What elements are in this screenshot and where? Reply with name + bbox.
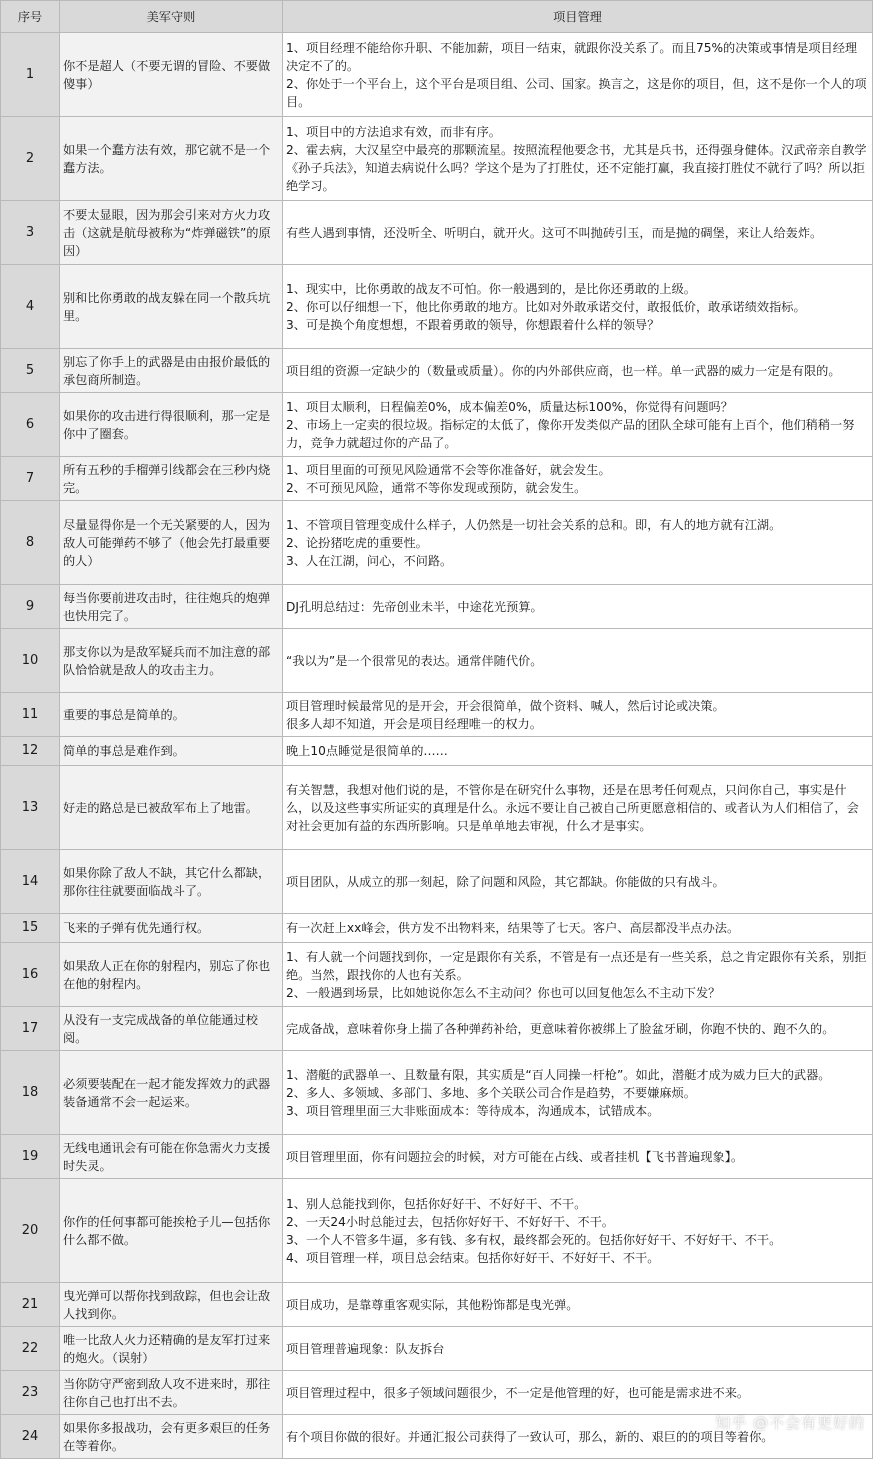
rule-cell: 简单的事总是难作到。: [60, 737, 283, 766]
rule-cell: 不要太显眼，因为那会引来对方火力攻击（这就是航母被称为“炸弹磁铁”的原因）: [60, 201, 283, 265]
pm-cell: [283, 737, 873, 766]
pm-line: 有些人遇到事情，还没听全、听明白，就开火。这可不叫抛砖引玉，而是抛的碉堡，来让人给轰炸。: [286, 225, 823, 240]
pm-line: 项目管理时候最常见的是开会，开会很简单，做个资料、喊人，然后讨论或决策。: [286, 698, 725, 713]
pm-line: 2、不可预见风险，通常不等你发现或预防，就会发生。: [286, 480, 587, 495]
rule-cell: 如果你多报战功，会有更多艰巨的任务在等着你。: [60, 1415, 283, 1459]
table-row: [1, 117, 873, 201]
pm-line: 项目团队，从成立的那一刻起，除了问题和风险，其它都缺。你能做的只有战斗。: [286, 874, 725, 889]
row-number: 16: [1, 943, 60, 1007]
rule-cell: 所有五秒的手榴弹引线都会在三秒内烧完。: [60, 457, 283, 501]
pm-cell: [283, 349, 873, 393]
pm-cell: [283, 117, 873, 201]
rule-cell: 如果你除了敌人不缺，其它什么都缺，那你往往就要面临战斗了。: [60, 850, 283, 914]
table-row: [1, 1007, 873, 1051]
pm-cell: [283, 201, 873, 265]
pm-line: 3、人在江湖，问心，不问路。: [286, 553, 453, 568]
pm-line: 2、多人、多领域、多部门、多地、多个关联公司合作是趋势，不要嫌麻烦。: [286, 1085, 696, 1100]
watermark: 知乎 @不会有更好的: [715, 1414, 865, 1432]
table-row: [1, 33, 873, 117]
pm-line: 项目管理普遍现象：队友拆台: [286, 1341, 445, 1356]
row-number: 10: [1, 629, 60, 693]
table-row: [1, 766, 873, 850]
pm-cell: [283, 943, 873, 1007]
pm-line: 1、项目太顺利，日程偏差0%，成本偏差0%，质量达标100%，你觉得有问题吗？: [286, 399, 733, 414]
pm-cell: [283, 914, 873, 943]
table-row: [1, 393, 873, 457]
rule-cell: 从没有一支完成战备的单位能通过校阅。: [60, 1007, 283, 1051]
pm-cell: [283, 1371, 873, 1415]
pm-cell: [283, 585, 873, 629]
row-number: 17: [1, 1007, 60, 1051]
rule-cell: 当你防守严密到敌人攻不进来时，那往往你自己也打出不去。: [60, 1371, 283, 1415]
rule-cell: 别忘了你手上的武器是由由报价最低的承包商所制造。: [60, 349, 283, 393]
pm-line: 有一次赶上xx峰会，供方发不出物料来，结果等了七天。客户、高层都没半点办法。: [286, 921, 740, 935]
row-number: 13: [1, 766, 60, 850]
header-row: [1, 1, 873, 33]
rule-cell: 你不是超人（不要无谓的冒险、不要做傻事）: [60, 33, 283, 117]
pm-line: 1、潜艇的武器单一、且数量有限，其实质是“百人同操一杆枪”。如此，潜艇才成为威力巨大的武器。: [286, 1067, 831, 1082]
row-number: 11: [1, 693, 60, 737]
table-body: [1, 33, 873, 1459]
row-number: 1: [1, 33, 60, 117]
pm-line: 1、有人就一个问题找到你，一定是跟你有关系，不管是有一点还是有一些关系，总之肯定跟你有关系，别拒绝。当然，跟找你的人也有关系。: [286, 949, 867, 982]
pm-line: DJ孔明总结过：先帝创业未半，中途花光预算。: [286, 599, 543, 614]
table-row: [1, 737, 873, 766]
header-pm: 项目管理: [283, 1, 873, 33]
table-row: [1, 201, 873, 265]
table-row: [1, 693, 873, 737]
row-number: 5: [1, 349, 60, 393]
rule-cell: 那支你以为是敌军疑兵而不加注意的部队恰恰就是敌人的攻击主力。: [60, 629, 283, 693]
row-number: 23: [1, 1371, 60, 1415]
row-number: 14: [1, 850, 60, 914]
rule-cell: 如果敌人正在你的射程内，别忘了你也在他的射程内。: [60, 943, 283, 1007]
table-row: [1, 914, 873, 943]
row-number: 8: [1, 501, 60, 585]
pm-cell: [283, 457, 873, 501]
pm-line: 2、一天24小时总能过去，包括你好好干、不好好干、不干。: [286, 1214, 614, 1229]
row-number: 9: [1, 585, 60, 629]
rule-cell: 飞来的子弹有优先通行权。: [60, 914, 283, 943]
pm-line: 3、可是换个角度想想，不跟着勇敢的领导，你想跟着什么样的领导？: [286, 317, 660, 332]
table-row: [1, 457, 873, 501]
pm-cell: [283, 33, 873, 117]
pm-cell: [283, 501, 873, 585]
row-number: 19: [1, 1135, 60, 1179]
pm-line: 有关智慧，我想对他们说的是，不管你是在研究什么事物，还是在思考任何观点，只问你自己，事实是什么，以及这些事实所证实的真理是什么。永远不要让自己被自己所更愿意相信的、或者认为人们相信了，会对社会更加有益的东西所影响。只是单单地去审视，什么才是事实。: [286, 782, 859, 833]
pm-cell: [283, 1283, 873, 1327]
pm-line: 1、项目中的方法追求有效，而非有序。: [286, 124, 501, 139]
table-row: [1, 1283, 873, 1327]
table-row: [1, 850, 873, 914]
pm-line: 3、一个人不管多牛逼，多有钱、多有权，最终都会死的。包括你好好干、不好好干、不干。: [286, 1232, 782, 1247]
pm-cell: [283, 1051, 873, 1135]
rule-cell: 如果你的攻击进行得很顺利，那一定是你中了圈套。: [60, 393, 283, 457]
pm-cell: [283, 693, 873, 737]
pm-cell: [283, 393, 873, 457]
pm-line: 2、霍去病，大汉星空中最亮的那颗流星。按照流程他要念书，尤其是兵书，还得强身健体。汉武帝亲自教学《孙子兵法》，知道去病说什么吗？学这个是为了打胜仗，还不定能打赢，我直接打胜仗不就行了吗？所以拒绝学习。: [286, 142, 867, 193]
pm-line: 2、一般遇到场景，比如她说你怎么不主动问？你也可以回复他怎么不主动下发？: [286, 985, 721, 1000]
rule-cell: 别和比你勇敢的战友躲在同一个散兵坑里。: [60, 265, 283, 349]
pm-line: 2、你处于一个平台上，这个平台是项目组、公司、国家。换言之，这是你的项目，但，这不是你一个人的项目。: [286, 76, 867, 109]
table-row: [1, 943, 873, 1007]
pm-line: 有个项目你做的很好。并通汇报公司获得了一致认可，那么，新的、艰巨的的项目等着你。: [286, 1429, 774, 1444]
rule-cell: 每当你要前进攻击时，往往炮兵的炮弹也快用完了。: [60, 585, 283, 629]
pm-cell: [283, 1179, 873, 1283]
header-rule: 美军守则: [60, 1, 283, 33]
table-row: [1, 1051, 873, 1135]
row-number: 24: [1, 1415, 60, 1459]
pm-line: 3、项目管理里面三大非账面成本：等待成本，沟通成本，试错成本。: [286, 1103, 660, 1118]
row-number: 18: [1, 1051, 60, 1135]
row-number: 6: [1, 393, 60, 457]
rule-cell: 无线电通讯会有可能在你急需火力支援时失灵。: [60, 1135, 283, 1179]
pm-cell: [283, 629, 873, 693]
pm-line: 项目管理过程中，很多子领域问题很少，不一定是他管理的好，也可能是需求进不来。: [286, 1385, 750, 1400]
pm-line: 4、项目管理一样，项目总会结束。包括你好好干、不好好干、不干。: [286, 1250, 660, 1265]
row-number: 4: [1, 265, 60, 349]
pm-cell: [283, 850, 873, 914]
row-number: 21: [1, 1283, 60, 1327]
table-row: [1, 1135, 873, 1179]
rule-cell: 重要的事总是简单的。: [60, 693, 283, 737]
rule-cell: 如果一个蠢方法有效，那它就不是一个蠢方法。: [60, 117, 283, 201]
header-num: 序号: [1, 1, 60, 33]
pm-line: 1、项目经理不能给你升职、不能加薪，项目一结束，就跟你没关系了。而且75%的决策或事情是项目经理决定不了的。: [286, 40, 858, 73]
pm-cell: [283, 265, 873, 349]
pm-line: 2、你可以仔细想一下，他比你勇敢的地方。比如对外敢承诺交付，敢报低价，敢承诺绩效指标。: [286, 299, 806, 314]
row-number: 22: [1, 1327, 60, 1371]
pm-line: 很多人却不知道，开会是项目经理唯一的权力。: [286, 716, 542, 731]
rule-cell: 唯一比敌人火力还精确的是友军打过来的炮火。（误射）: [60, 1327, 283, 1371]
pm-line: 2、论扮猪吃虎的重要性。: [286, 535, 428, 550]
table-row: [1, 265, 873, 349]
row-number: 2: [1, 117, 60, 201]
table-row: [1, 349, 873, 393]
row-number: 7: [1, 457, 60, 501]
row-number: 12: [1, 737, 60, 766]
pm-line: “我以为”是一个很常见的表达。通常伴随代价。: [286, 653, 543, 668]
pm-line: 项目成功，是靠尊重客观实际，其他粉饰都是曳光弹。: [286, 1297, 579, 1312]
rule-cell: 尽量显得你是一个无关紧要的人，因为敌人可能弹药不够了（他会先打最重要的人）: [60, 501, 283, 585]
table-row: [1, 1179, 873, 1283]
row-number: 15: [1, 914, 60, 943]
pm-line: 1、别人总能找到你，包括你好好干、不好好干、不干。: [286, 1196, 587, 1211]
pm-cell: [283, 1327, 873, 1371]
rule-cell: 你作的任何事都可能挨枪子儿—包括你什么都不做。: [60, 1179, 283, 1283]
pm-cell: [283, 1007, 873, 1051]
pm-line: 2、市场上一定卖的很垃圾。指标定的太低了，像你开发类似产品的团队全球可能有上百个，他们稍稍一努力，竞争力就超过你的产品了。: [286, 417, 855, 450]
table-row: [1, 501, 873, 585]
pm-line: 1、项目里面的可预见风险通常不会等你准备好，就会发生。: [286, 462, 611, 477]
table-row: [1, 585, 873, 629]
pm-line: 1、不管项目管理变成什么样子，人仍然是一切社会关系的总和。即，有人的地方就有江湖。: [286, 517, 782, 532]
table-row: [1, 629, 873, 693]
pm-line: 项目组的资源一定缺少的（数量或质量）。你的内外部供应商，也一样。单一武器的威力一定是有限的。: [286, 363, 841, 378]
table-row: [1, 1327, 873, 1371]
rule-cell: 曳光弹可以帮你找到敌踪，但也会让敌人找到你。: [60, 1283, 283, 1327]
pm-line: 晚上10点睡觉是很简单的……: [286, 744, 448, 758]
rule-cell: 必须要装配在一起才能发挥效力的武器装备通常不会一起运来。: [60, 1051, 283, 1135]
pm-cell: [283, 1135, 873, 1179]
pm-line: 完成备战，意味着你身上揣了各种弹药补给，更意味着你被绑上了脸盆牙刷，你跑不快的、跑不久的。: [286, 1021, 835, 1036]
pm-line: 1、现实中，比你勇敢的战友不可怕。你一般遇到的，是比你还勇敢的上级。: [286, 281, 696, 296]
pm-cell: [283, 766, 873, 850]
row-number: 3: [1, 201, 60, 265]
row-number: 20: [1, 1179, 60, 1283]
table-row: [1, 1371, 873, 1415]
pm-line: 项目管理里面，你有问题拉会的时候，对方可能在占线、或者挂机【飞书普遍现象】。: [286, 1149, 744, 1164]
rule-cell: 好走的路总是已被敌军布上了地雷。: [60, 766, 283, 850]
